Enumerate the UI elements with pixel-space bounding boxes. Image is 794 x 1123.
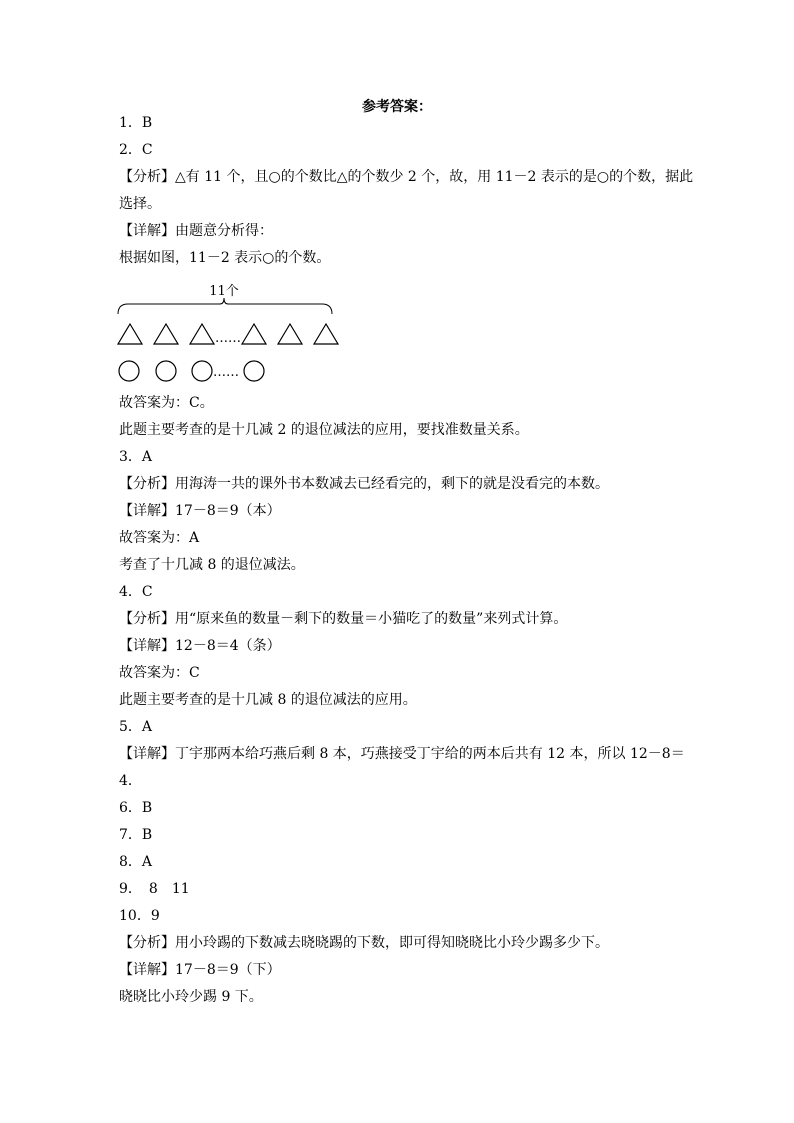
circle-icon — [244, 361, 264, 381]
triangle-icon — [314, 324, 338, 344]
answer-line: 故答案为：C — [119, 665, 200, 681]
circle-icon — [192, 361, 212, 381]
triangle-icon — [242, 324, 266, 344]
ellipsis: …… — [213, 365, 239, 380]
detail-line: 4． — [119, 773, 142, 789]
triangle-icon — [154, 324, 178, 344]
answer-line: 6．B — [119, 800, 153, 816]
circle-icon — [119, 361, 139, 381]
detail-line: 【详解】12－8＝4（条） — [119, 638, 281, 654]
note-line: 考查了十几减 8 的退位减法。 — [119, 557, 305, 573]
detail-line: 【详解】由题意分析得： — [119, 223, 273, 239]
answer-line: 故答案为：A — [119, 530, 200, 546]
answer-line: 1．B — [119, 115, 153, 131]
brace-label: 11个 — [209, 284, 239, 299]
analysis-line: 【分析】用“原来鱼的数量－剩下的数量＝小猫吃了的数量”来列式计算。 — [119, 611, 568, 627]
analysis-line: 【分析】△有 11 个，且○的个数比△的个数少 2 个，故，用 11－2 表示的是○的个数，据此 — [119, 169, 694, 185]
circle-icon — [156, 361, 176, 381]
answer-line: 4．C — [119, 584, 153, 600]
detail-line: 【详解】丁宇那两本给巧燕后剩 8 本，巧燕接受丁宇给的两本后共有 12 本，所以 12－8＝ — [119, 746, 685, 762]
note-line: 此题主要考查的是十几减 2 的退位减法的应用，要找准数量关系。 — [119, 422, 529, 438]
analysis-line: 选择。 — [119, 196, 161, 212]
answer-line: 晓晓比小玲少踢 9 下。 — [119, 989, 263, 1005]
triangle-icon — [190, 324, 214, 344]
triangle-icon — [118, 324, 142, 344]
detail-line: 【详解】17－8＝9（下） — [119, 962, 281, 978]
ellipsis: …… — [215, 331, 241, 346]
detail-line: 根据如图，11－2 表示○的个数。 — [119, 250, 331, 266]
answer-line: 7．B — [119, 827, 153, 843]
answer-line: 3．A — [119, 449, 153, 465]
answer-line: 5．A — [119, 719, 153, 735]
answer-line: 10．9 — [119, 908, 160, 924]
answer-line: 9． 8 11 — [119, 881, 190, 897]
answer-line: 2．C — [119, 142, 153, 158]
triangle-icon — [278, 324, 302, 344]
answer-line: 8．A — [119, 854, 153, 870]
analysis-line: 【分析】用小玲踢的下数减去晓晓踢的下数，即可得知晓晓比小玲少踢多少下。 — [119, 935, 609, 951]
brace — [118, 298, 332, 314]
page-title: 参考答案： — [362, 99, 432, 115]
answer-line: 故答案为：C。 — [119, 395, 214, 411]
note-line: 此题主要考查的是十几减 8 的退位减法的应用。 — [119, 692, 417, 708]
triangle-circle-diagram — [112, 280, 352, 385]
analysis-line: 【分析】用海涛一共的课外书本数减去已经看完的，剩下的就是没看完的本数。 — [119, 476, 609, 492]
detail-line: 【详解】17－8＝9（本） — [119, 503, 281, 519]
